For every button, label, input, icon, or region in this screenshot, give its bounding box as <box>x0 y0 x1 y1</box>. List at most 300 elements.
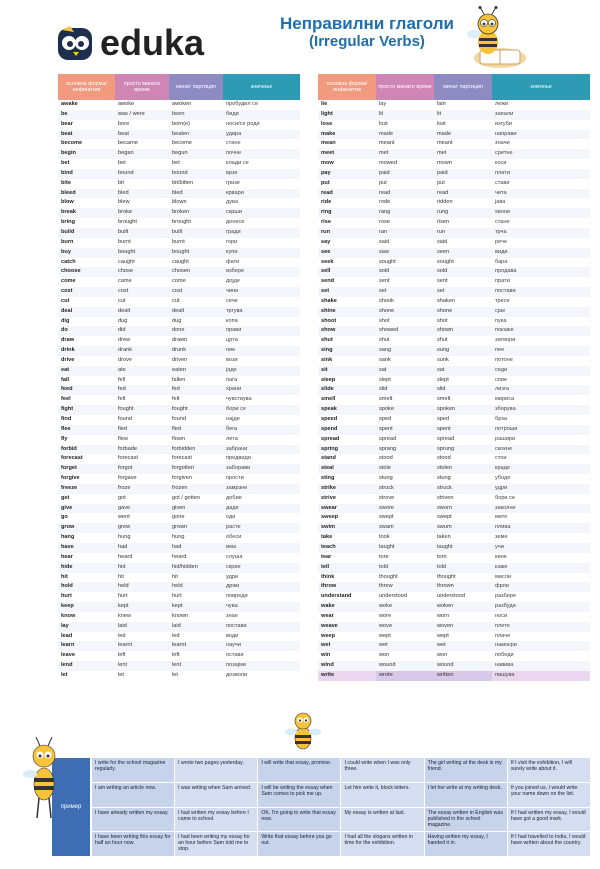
cell-past-simple: brought <box>118 219 137 226</box>
cell-past-participle: beaten <box>169 130 223 140</box>
cell-base-form: hang <box>61 534 75 541</box>
cell-meaning: држи <box>223 582 300 592</box>
cell-past-simple: shot <box>379 317 390 324</box>
cell-meaning: обеси <box>226 534 242 541</box>
table-row <box>318 208 590 218</box>
cell-base-form: hide <box>58 563 115 573</box>
cell-past-simple: stung <box>379 475 393 482</box>
cell-meaning: научи <box>223 641 300 651</box>
cell-meaning: скрши <box>223 208 300 218</box>
cell-past-simple: bet <box>118 160 126 167</box>
cell-base-form: deal <box>58 307 115 317</box>
header-past-simple: просто минато време <box>376 74 434 100</box>
table-row <box>318 563 590 573</box>
cell-past-participle: paid <box>434 169 492 179</box>
brand-logo <box>56 24 226 64</box>
cell-past-simple: understood <box>379 593 407 600</box>
cell-past-simple: fled <box>115 425 169 435</box>
cell-base-form: keep <box>58 602 115 612</box>
cell-meaning: разбуди <box>492 602 590 612</box>
cell-past-simple: felt <box>118 396 126 403</box>
table-row <box>58 277 300 287</box>
cell-past-simple: shook <box>379 297 394 304</box>
table-row <box>58 425 300 435</box>
table-row <box>58 671 300 681</box>
table-row <box>58 553 300 563</box>
cell-base-form: burn <box>61 238 74 245</box>
cell-past-simple: drove <box>118 356 132 363</box>
cell-past-participle: slid <box>434 385 492 395</box>
table-row <box>318 376 590 386</box>
cell-meaning: продава <box>492 267 590 277</box>
cell-past-participle: mown <box>437 160 452 167</box>
cell-meaning: забрани <box>223 445 300 455</box>
cell-base-form: blow <box>61 199 74 206</box>
cell-past-participle: hid/hidden <box>169 563 223 573</box>
cell-past-simple: swam <box>376 523 434 533</box>
cell-past-participle: driven <box>172 356 188 363</box>
cell-past-simple: lay <box>379 101 387 107</box>
cell-meaning: брза <box>495 416 507 422</box>
example-cell: I write for the school magazine regularly. <box>92 758 174 782</box>
cell-past-simple: had <box>115 543 169 553</box>
table-row <box>318 464 590 474</box>
cell-past-simple: sat <box>376 366 434 376</box>
cell-past-simple: drank <box>115 346 169 356</box>
cell-past-simple: swore <box>376 504 434 514</box>
cell-base-form: hear <box>61 553 73 560</box>
cell-base-form: freeze <box>58 484 115 494</box>
cell-past-participle: led <box>172 632 180 639</box>
cell-base-form: send <box>321 278 335 285</box>
cell-base-form: choose <box>58 267 115 277</box>
verbs-table-left <box>58 74 300 681</box>
cell-meaning: гризе <box>226 179 240 186</box>
table-row <box>58 582 300 592</box>
cell-meaning: фрли <box>492 582 590 592</box>
cell-meaning: рече <box>495 238 508 245</box>
cell-meaning: бега <box>223 425 300 435</box>
cell-meaning: носи/се роди <box>226 120 260 127</box>
cell-meaning: стави <box>495 179 510 186</box>
cell-base-form: mow <box>321 160 334 167</box>
cell-past-participle: fought <box>169 405 223 415</box>
cell-past-participle: sprung <box>434 445 492 455</box>
title-line-1: Неправилни глаголи <box>280 14 454 33</box>
cell-meaning: пишува <box>492 671 590 681</box>
cell-past-participle: shown <box>434 326 492 336</box>
table-row <box>318 297 590 307</box>
cell-base-form: lose <box>321 120 333 127</box>
table-row <box>318 120 590 130</box>
table-row <box>58 543 300 553</box>
cell-meaning: чини <box>223 287 300 297</box>
example-cell: I will write that essay, promise. <box>258 758 340 782</box>
cell-past-participle: fled <box>169 425 223 435</box>
table-row <box>318 405 590 415</box>
cell-past-participle: lent <box>169 661 223 671</box>
cell-meaning: тргува <box>223 307 300 317</box>
cell-base-form: do <box>58 326 115 336</box>
cell-past-participle: thought <box>437 573 456 580</box>
cell-meaning: стои <box>495 455 507 462</box>
cell-past-participle: laid <box>169 622 223 632</box>
cell-past-participle: sought <box>437 258 454 265</box>
cell-past-participle: given <box>169 504 223 514</box>
cell-past-simple: got <box>118 494 126 501</box>
cell-past-participle: cut <box>172 297 180 304</box>
cell-meaning: знае <box>226 612 238 619</box>
example-cell: My essay is written at last. <box>341 808 423 832</box>
cell-past-simple: took <box>379 534 390 541</box>
cell-meaning: прати <box>495 278 510 285</box>
cell-base-form: hold <box>58 582 115 592</box>
cell-past-simple: hid <box>115 563 169 573</box>
cell-past-simple: won <box>379 652 390 659</box>
cell-past-participle: stood <box>437 455 451 462</box>
brand-name: eduka <box>100 22 205 63</box>
cell-base-form: make <box>318 130 376 140</box>
table-row <box>58 435 300 445</box>
table-row <box>318 277 590 287</box>
cell-past-simple: rang <box>376 208 434 218</box>
table-row <box>58 513 300 523</box>
cell-past-participle: hurt <box>172 593 182 600</box>
cell-past-participle: taught <box>434 543 492 553</box>
table-row <box>58 179 300 189</box>
cell-base-form: become <box>61 140 83 147</box>
cell-past-simple: wore <box>379 612 392 619</box>
cell-past-participle: worn <box>437 612 450 619</box>
cell-past-simple: bit <box>118 179 124 186</box>
cell-past-participle: read <box>434 189 492 199</box>
cell-past-simple: met <box>376 149 434 159</box>
cell-past-participle: been <box>169 110 223 120</box>
cell-past-simple: became <box>118 140 138 147</box>
cell-past-simple: bore <box>118 120 130 127</box>
table-row <box>58 189 300 199</box>
cell-meaning: оди <box>226 514 236 521</box>
cell-past-participle: rung <box>434 208 492 218</box>
cell-past-participle: bit/bitten <box>172 179 194 186</box>
table-row <box>318 317 590 327</box>
cell-past-simple: went <box>118 514 130 521</box>
cell-past-participle: shone <box>434 307 492 317</box>
cell-past-simple: forgot <box>115 464 169 474</box>
bee-reading-illustration <box>458 6 528 74</box>
table-row <box>58 661 300 671</box>
cell-base-form: leave <box>61 652 75 659</box>
cell-past-participle: come <box>172 278 186 285</box>
table-row <box>318 425 590 435</box>
cell-past-participle: gone <box>172 514 185 521</box>
cell-past-participle: kept <box>169 602 223 612</box>
header-base-form: основна форма/ инфинитив <box>58 74 115 100</box>
cell-base-form: speed <box>321 416 338 422</box>
cell-past-participle: begun <box>169 149 223 159</box>
table-row <box>58 622 300 632</box>
cell-base-form: sing <box>318 346 376 356</box>
table-row <box>58 159 300 169</box>
cell-past-participle: eaten <box>169 366 223 376</box>
cell-meaning: има <box>223 543 300 553</box>
cell-meaning: копа <box>226 317 238 324</box>
cell-meaning: покаже <box>492 326 590 336</box>
example-cell: If I had travelled to India, I would have written about the country. <box>508 832 590 856</box>
cell-past-simple: froze <box>115 484 169 494</box>
cell-base-form: say <box>321 238 331 245</box>
cell-past-simple: flew <box>118 435 128 442</box>
cell-past-simple: said <box>379 238 390 245</box>
cell-past-simple: thought <box>379 573 398 580</box>
table-row <box>58 464 300 474</box>
cell-past-participle: understood <box>437 593 465 600</box>
cell-meaning: скокне <box>492 445 590 455</box>
cell-past-participle: sped <box>437 416 450 422</box>
cell-meaning: запали <box>492 110 590 120</box>
table-row <box>318 395 590 405</box>
table-row <box>318 622 590 632</box>
cell-base-form: draw <box>61 337 75 344</box>
cell-past-simple: slept <box>379 376 391 383</box>
cell-meaning: бара <box>495 258 508 265</box>
table-row <box>58 100 300 110</box>
example-cell: Having written my essay, I handed it in. <box>425 832 507 856</box>
cell-past-participle: born(e) <box>172 120 191 127</box>
table-row <box>318 445 590 455</box>
cell-past-participle: caught <box>172 258 189 265</box>
cell-past-participle: spread <box>437 435 455 442</box>
cell-meaning: пие <box>223 346 300 356</box>
cell-meaning: убоде <box>495 475 511 482</box>
cell-past-simple: ran <box>376 228 434 238</box>
table-row <box>318 641 590 651</box>
table-row <box>318 139 590 149</box>
cell-base-form: strike <box>318 484 376 494</box>
cell-past-participle: won <box>437 652 448 659</box>
table-row <box>318 169 590 179</box>
cell-past-participle: forbidden <box>169 445 223 455</box>
cell-meaning: сјае <box>492 307 590 317</box>
cell-meaning: коси <box>495 160 507 167</box>
cell-past-participle: lost <box>437 120 446 127</box>
cell-base-form: lay <box>58 622 115 632</box>
cell-base-form: give <box>58 504 115 514</box>
cell-meaning: мисли <box>495 573 512 580</box>
cell-base-form: begin <box>58 149 115 159</box>
cell-meaning: пука <box>495 317 507 324</box>
table-row <box>318 346 590 356</box>
cell-base-form: forget <box>58 464 115 474</box>
table-row <box>318 336 590 346</box>
cell-base-form: grow <box>58 523 115 533</box>
cell-base-form: fly <box>61 435 68 442</box>
cell-base-form: wind <box>318 661 376 671</box>
cell-past-simple: fed <box>115 385 169 395</box>
table-row <box>58 317 300 327</box>
cell-base-form: cost <box>58 287 115 297</box>
cell-past-simple: dug <box>118 317 128 324</box>
cell-meaning: заборави <box>223 464 300 474</box>
cell-past-simple: let <box>118 671 124 678</box>
table-row <box>58 533 300 543</box>
cell-base-form: sit <box>318 366 376 376</box>
cell-base-form: bleed <box>58 189 115 199</box>
cell-past-simple: blew <box>118 199 130 206</box>
cell-meaning: прави <box>223 326 300 336</box>
cell-meaning: добие <box>226 494 242 501</box>
cell-meaning: значи <box>495 140 510 147</box>
cell-meaning: клади се <box>226 160 249 167</box>
table-row <box>58 602 300 612</box>
cell-base-form: ride <box>321 199 332 206</box>
table-row <box>318 494 590 504</box>
cell-past-participle: wound <box>434 661 492 671</box>
cell-past-participle: shaken <box>437 297 456 304</box>
cell-past-participle: forgiven <box>172 475 192 482</box>
cell-past-simple: rose <box>379 219 390 226</box>
cell-past-participle: sworn <box>434 504 492 514</box>
cell-past-simple: wet <box>376 641 434 651</box>
table-row <box>58 523 300 533</box>
table-row <box>318 218 590 228</box>
cell-base-form: swear <box>318 504 376 514</box>
table-row <box>58 494 300 504</box>
cell-meaning: лизга <box>492 385 590 395</box>
cell-base-form: smell <box>321 396 336 403</box>
cell-base-form: speak <box>318 405 376 415</box>
table-row <box>58 208 300 218</box>
cell-base-form: dig <box>61 317 70 324</box>
example-cell: I wrote two pages yesterday. <box>175 758 257 782</box>
example-cell: If I visit the exhibition, I will surely write about it. <box>508 758 590 782</box>
table-row <box>58 563 300 573</box>
example-cell: I have already written my essay. <box>92 808 174 832</box>
cell-meaning: удри <box>226 573 239 580</box>
cell-past-simple: mowed <box>379 160 398 167</box>
table-row <box>318 326 590 336</box>
table-row <box>58 169 300 179</box>
cell-past-participle: drawn <box>172 337 188 344</box>
cell-past-participle: forecast <box>172 455 192 462</box>
cell-meaning: врзе <box>223 169 300 179</box>
table-row <box>58 130 300 140</box>
cell-base-form: cut <box>61 297 70 304</box>
cell-past-participle: blown <box>172 199 187 206</box>
table-row <box>318 415 590 425</box>
cell-meaning: зборува <box>492 405 590 415</box>
example-cell: I let her write at my writing desk. <box>425 783 507 807</box>
examples-label: пример <box>52 758 90 856</box>
cell-base-form: sink <box>321 356 333 363</box>
cell-past-simple: ate <box>115 366 169 376</box>
cell-meaning: лежи <box>495 101 509 107</box>
cell-past-simple: sold <box>376 267 434 277</box>
cell-meaning: замрзне <box>223 484 300 494</box>
cell-past-participle: striven <box>437 494 454 501</box>
cell-base-form: strive <box>321 494 336 501</box>
cell-meaning: води <box>226 632 239 639</box>
cell-past-simple: strove <box>379 494 395 501</box>
cell-meaning: победи <box>495 652 514 659</box>
cell-past-simple: fell <box>118 376 126 383</box>
cell-past-participle: taken <box>437 534 451 541</box>
cell-base-form: think <box>321 573 335 580</box>
cell-past-simple: sped <box>379 416 392 422</box>
cell-meaning: учи <box>492 543 590 553</box>
cell-meaning: земе <box>495 534 508 541</box>
cell-base-form: teach <box>318 543 376 553</box>
cell-past-participle: hit <box>172 573 178 580</box>
cell-past-simple: told <box>376 563 434 573</box>
cell-base-form: tell <box>318 563 376 573</box>
table-row <box>58 385 300 395</box>
cell-past-simple: stood <box>379 455 393 462</box>
cell-past-participle: run <box>434 228 492 238</box>
cell-past-simple: made <box>376 130 434 140</box>
table-row <box>58 641 300 651</box>
example-cell: I have been writing this essay for half an hour now. <box>92 832 174 856</box>
cell-base-form: throw <box>318 582 376 592</box>
cell-past-participle: wet <box>434 641 492 651</box>
cell-past-simple: left <box>118 652 126 659</box>
cell-past-simple: held <box>115 582 169 592</box>
cell-past-simple: lit <box>376 110 434 120</box>
cell-past-participle: chosen <box>169 267 223 277</box>
table-row <box>58 120 300 130</box>
cell-past-participle: let <box>172 671 178 678</box>
table-row <box>318 582 590 592</box>
table-row <box>58 612 300 622</box>
cell-base-form: show <box>318 326 376 336</box>
cell-meaning: храни <box>223 385 300 395</box>
cell-base-form: fall <box>61 376 70 383</box>
table-row <box>58 198 300 208</box>
table-row <box>58 376 300 386</box>
cell-base-form: learn <box>58 641 115 651</box>
table-row <box>318 651 590 661</box>
cell-meaning: плати <box>492 169 590 179</box>
cell-meaning: потоне <box>495 356 513 363</box>
cell-meaning: повреди <box>226 593 248 600</box>
cell-meaning: намокри <box>492 641 590 651</box>
cell-base-form: weave <box>318 622 376 632</box>
verbs-table-right <box>318 74 590 681</box>
table-row <box>58 238 300 248</box>
table-row <box>318 228 590 238</box>
cell-past-participle: burnt <box>172 238 185 245</box>
cell-meaning: расте <box>223 523 300 533</box>
table-row <box>318 100 590 110</box>
table-row <box>58 632 300 642</box>
cell-past-participle: sung <box>434 346 492 356</box>
cell-meaning: чува <box>223 602 300 612</box>
cell-past-simple: caught <box>118 258 135 265</box>
cell-meaning: јава <box>495 199 506 206</box>
page-title <box>272 14 462 51</box>
cell-past-simple: found <box>118 416 132 422</box>
example-cell: I was writing when Sam arrived. <box>175 783 257 807</box>
cell-base-form: slide <box>318 385 376 395</box>
cell-base-form: weep <box>321 632 335 639</box>
cell-meaning: постави <box>492 287 590 297</box>
cell-base-form: spring <box>318 445 376 455</box>
cell-past-simple: wound <box>376 661 434 671</box>
cell-meaning: стане <box>226 140 241 147</box>
cell-past-participle: written <box>434 671 492 681</box>
table-row <box>318 258 590 268</box>
cell-meaning: стане <box>495 219 510 226</box>
